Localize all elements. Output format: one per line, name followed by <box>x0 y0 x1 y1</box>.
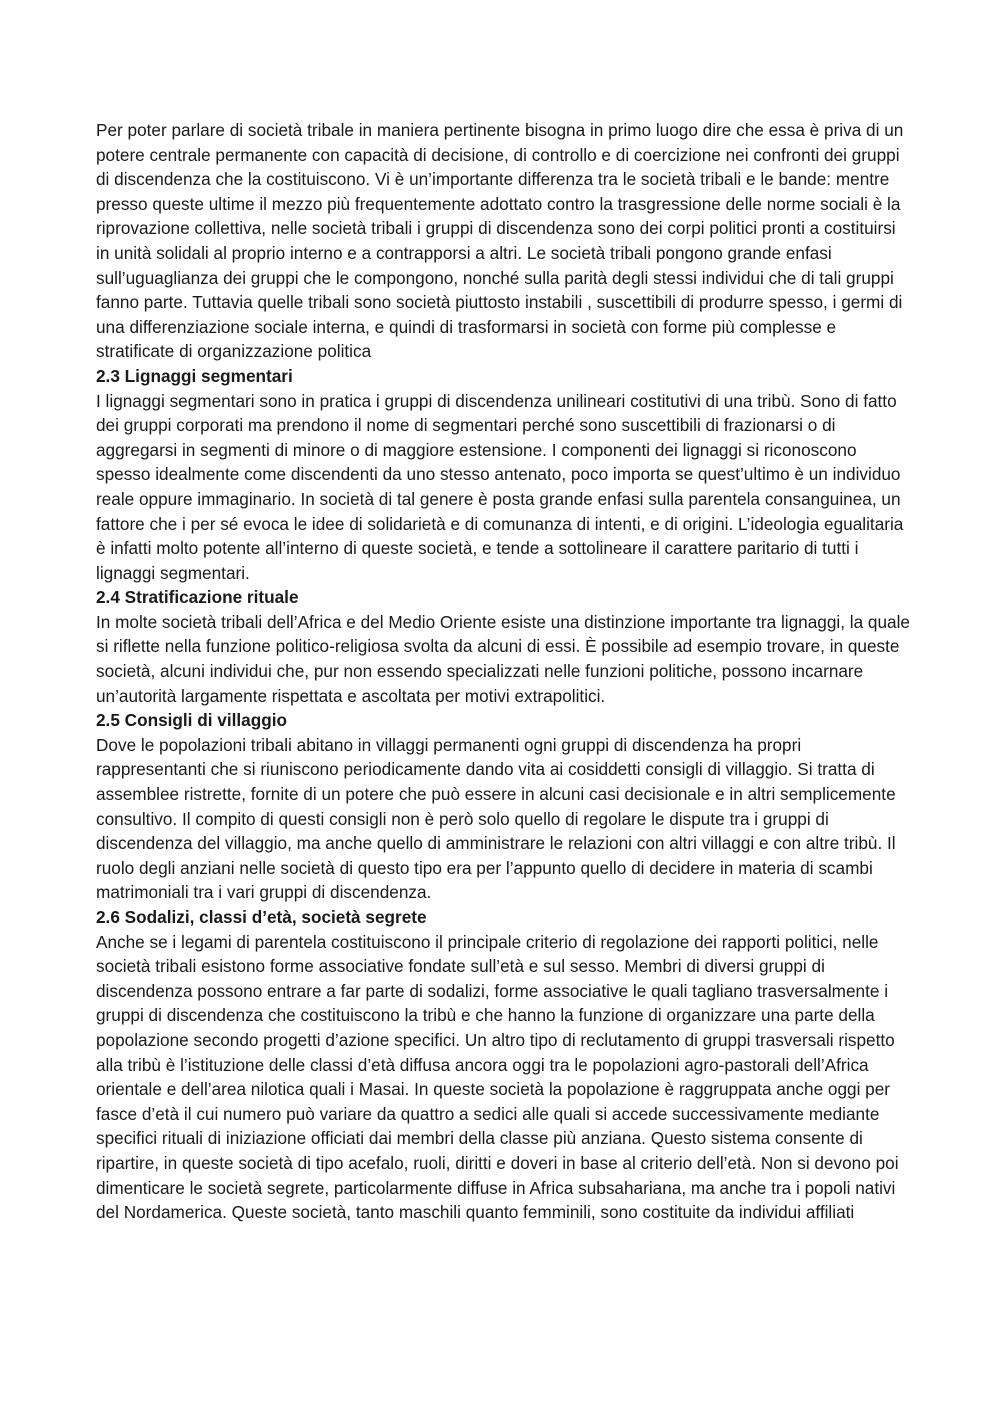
sodalizi-paragraph: Anche se i legami di parentela costituiscono il principale criterio di regolazione dei rapporti politici, nelle società tribali esistono forme associative fondate sull’età e sul sesso. Membri di diversi gruppi di discendenza possono entrare a far parte di sodalizi, forme associative le quali tagliano trasversalmente i gruppi di discendenza che costituiscono la tribù e che hanno la funzione di organizzare una parte della popolazione secondo progetti d’azione specifici. Un altro tipo di reclutamento di gruppi trasversali rispetto alla tribù è l’istituzione delle classi d’età diffusa ancora oggi tra le popolazioni agro-pastorali dell’Africa orientale e dell’area nilotica quali i Masai. In queste società la popolazione è raggruppata anche oggi per fasce d’età il cui numero può variare da quattro a sedici alle quali si accede successivamente mediante specifici rituali di iniziazione officiati dai membri della classe più anziana. Questo sistema consente di ripartire, in queste società di tipo acefalo, ruoli, diritti e doveri in base al criterio dell’età. Non si devono poi dimenticare le società segrete, particolarmente diffuse in Africa subsahariana, ma anche tra i popoli nativi del Nordamerica. Queste società, tanto maschili quanto femminili, sono costituite da individui affiliati <box>96 931 899 1223</box>
lignaggi-segmentari-paragraph: I lignaggi segmentari sono in pratica i gruppi di discendenza unilineari costitutivi di una tribù. Sono di fatto dei gruppi corporati ma prendono il nome di segmentari perché sono suscettibili di frazionarsi o di aggregarsi in segmenti di minore o di maggiore estensione. I componenti dei lignaggi si riconoscono spesso idealmente come discendenti da uno stesso antenato, poco importa se quest’ultimo è un individuo reale oppure immaginario. In società di tal genere è posta grande enfasi sulla parentela consanguinea, un fattore che i per sé evoca le idee di solidarietà e di comunanza di intenti, e di origini. L’ideologia egualitaria è infatti molto potente all’interno di queste società, e tende a sottolineare il carattere paritario di tutti i lignaggi segmentari. <box>96 390 904 583</box>
intro-paragraph: Per poter parlare di società tribale in maniera pertinente bisogna in primo luogo dire che essa è priva di un potere centrale permanente con capacità di decisione, di controllo e di coercizione nei confronti dei gruppi di discendenza che la costituiscono. Vi è un’importante differenza tra le società tribali e le bande: mentre presso queste ultime il mezzo più frequentemente adottato contro la trasgressione delle norme sociali è la riprovazione collettiva, nelle società tribali i gruppi di discendenza sono dei corpi politici pronti a costituirsi in unità solidali al proprio interno e a contrapporsi a altri. Le società tribali pongono grande enfasi sull’uguaglianza dei gruppi che le compongono, nonché sulla parità degli stessi individui che di tali gruppi fanno parte. Tuttavia quelle tribali sono società piuttosto instabili , suscettibili di produrre spesso, i germi di una differenziazione sociale interna, e quindi di trasformarsi in società con forme più complesse e stratificate di organizzazione politica <box>96 120 904 362</box>
stratificazione-rituale-paragraph: In molte società tribali dell’Africa e del Medio Oriente esiste una distinzione importante tra lignaggi, la quale si riflette nella funzione politico-religiosa svolta da alcuni di essi. È possibile ad esempio trovare, in queste società, alcuni individui che, pur non essendo specializzati nelle funzioni politiche, possono incarnare un’autorità largamente rispettata e ascoltata per motivi extrapolitici. <box>96 611 910 706</box>
section-heading-lignaggi-segmentari: 2.3 Lignaggi segmentari <box>96 365 293 386</box>
section-heading-sodalizi: 2.6 Sodalizi, classi d’età, società segrete <box>96 907 427 927</box>
consigli-di-villaggio-paragraph: Dove le popolazioni tribali abitano in villaggi permanenti ogni gruppi di discendenza ha propri rappresentanti che si riuniscono periodicamente dando vita ai cosiddetti consigli di villaggio. Si tratta di assemblee ristrette, fornite di un potere che può essere in alcuni casi decisionale e in altri semplicemente consultivo. Il compito di questi consigli non è però solo quello di regolare le dispute tra i gruppi di discendenza del villaggio, ma anche quello di amministrare le relazioni con altri villaggi e con altre tribù. Il ruolo degli anziani nelle società di questo tipo era per l’appunto quello di decidere in materia di scambi matrimoniali tra i vari gruppi di discendenza. <box>96 734 896 903</box>
section-heading-stratificazione-rituale: 2.4 Stratificazione rituale <box>96 587 299 608</box>
section-heading-consigli-di-villaggio: 2.5 Consigli di villaggio <box>96 710 288 731</box>
document-page <box>96 118 911 1225</box>
